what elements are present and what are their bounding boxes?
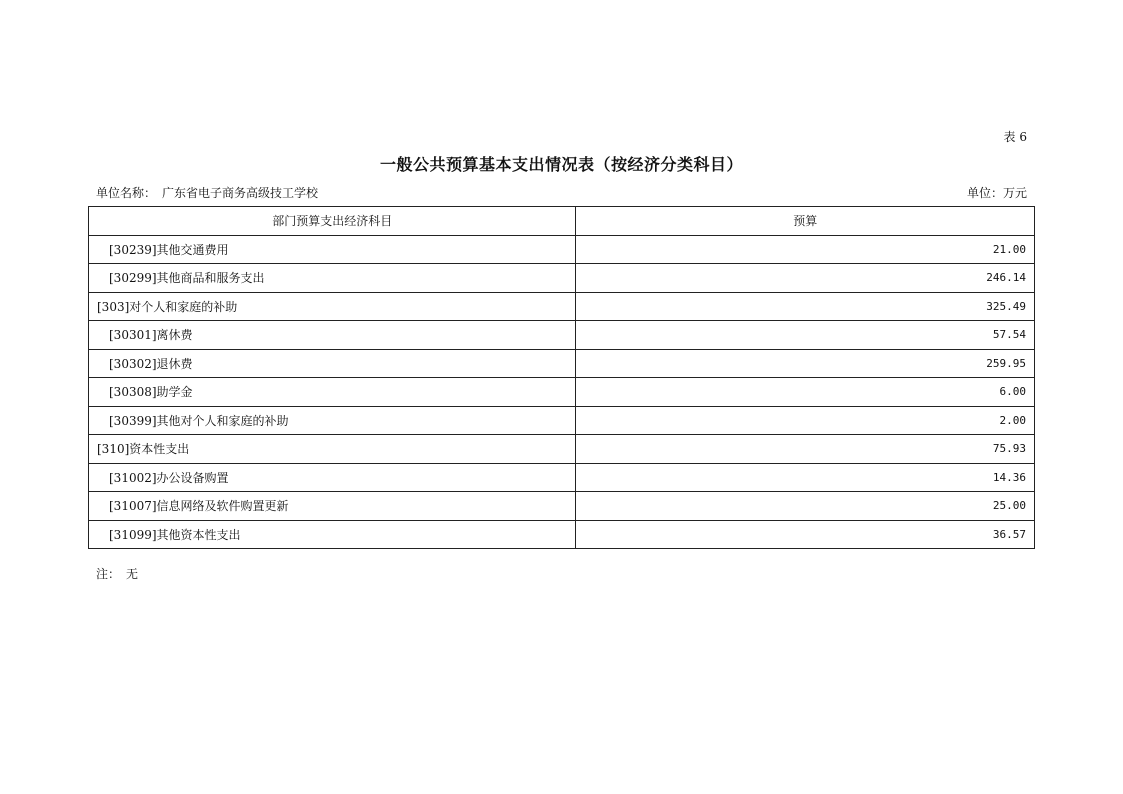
row-item-name: [31007]信息网络及软件购置更新 bbox=[89, 492, 576, 521]
row-budget-value: 6.00 bbox=[576, 378, 1035, 407]
row-budget-value: 14.36 bbox=[576, 463, 1035, 492]
budget-table bbox=[88, 206, 1035, 549]
table-row bbox=[89, 349, 1035, 378]
table-row bbox=[89, 292, 1035, 321]
row-budget-value: 36.57 bbox=[576, 520, 1035, 549]
row-item-name: [30299]其他商品和服务支出 bbox=[89, 264, 576, 293]
table-row bbox=[89, 235, 1035, 264]
row-item-name: [30302]退休费 bbox=[89, 349, 576, 378]
table-header-row bbox=[89, 207, 1035, 236]
row-budget-value: 75.93 bbox=[576, 435, 1035, 464]
table-row bbox=[89, 321, 1035, 350]
row-item-name: [30239]其他交通费用 bbox=[89, 235, 576, 264]
table-row bbox=[89, 264, 1035, 293]
row-item-name: [303]对个人和家庭的补助 bbox=[89, 292, 576, 321]
row-budget-value: 57.54 bbox=[576, 321, 1035, 350]
page-title: 一般公共预算基本支出情况表（按经济分类科目） bbox=[379, 155, 743, 174]
row-item-name: [31002]办公设备购置 bbox=[89, 463, 576, 492]
row-budget-value: 259.95 bbox=[576, 349, 1035, 378]
table-row bbox=[89, 378, 1035, 407]
table-number: 表 6 bbox=[1003, 130, 1027, 144]
table-row bbox=[89, 520, 1035, 549]
footnote: 注： 无 bbox=[96, 567, 139, 581]
row-item-name: [30399]其他对个人和家庭的补助 bbox=[89, 406, 576, 435]
row-budget-value: 2.00 bbox=[576, 406, 1035, 435]
row-budget-value: 21.00 bbox=[576, 235, 1035, 264]
table-row bbox=[89, 463, 1035, 492]
table-row bbox=[89, 406, 1035, 435]
row-item-name: [30301]离休费 bbox=[89, 321, 576, 350]
row-item-name: [30308]助学金 bbox=[89, 378, 576, 407]
row-budget-value: 325.49 bbox=[576, 292, 1035, 321]
column-header-budget: 预算 bbox=[576, 207, 1035, 236]
row-budget-value: 25.00 bbox=[576, 492, 1035, 521]
table-row bbox=[89, 435, 1035, 464]
row-item-name: [310]资本性支出 bbox=[89, 435, 576, 464]
table-row bbox=[89, 492, 1035, 521]
column-header-item: 部门预算支出经济科目 bbox=[89, 207, 576, 236]
row-budget-value: 246.14 bbox=[576, 264, 1035, 293]
row-item-name: [31099]其他资本性支出 bbox=[89, 520, 576, 549]
unit-name: 单位名称： 广东省电子商务高级技工学校 bbox=[96, 186, 319, 200]
unit-label: 单位：万元 bbox=[966, 186, 1027, 200]
